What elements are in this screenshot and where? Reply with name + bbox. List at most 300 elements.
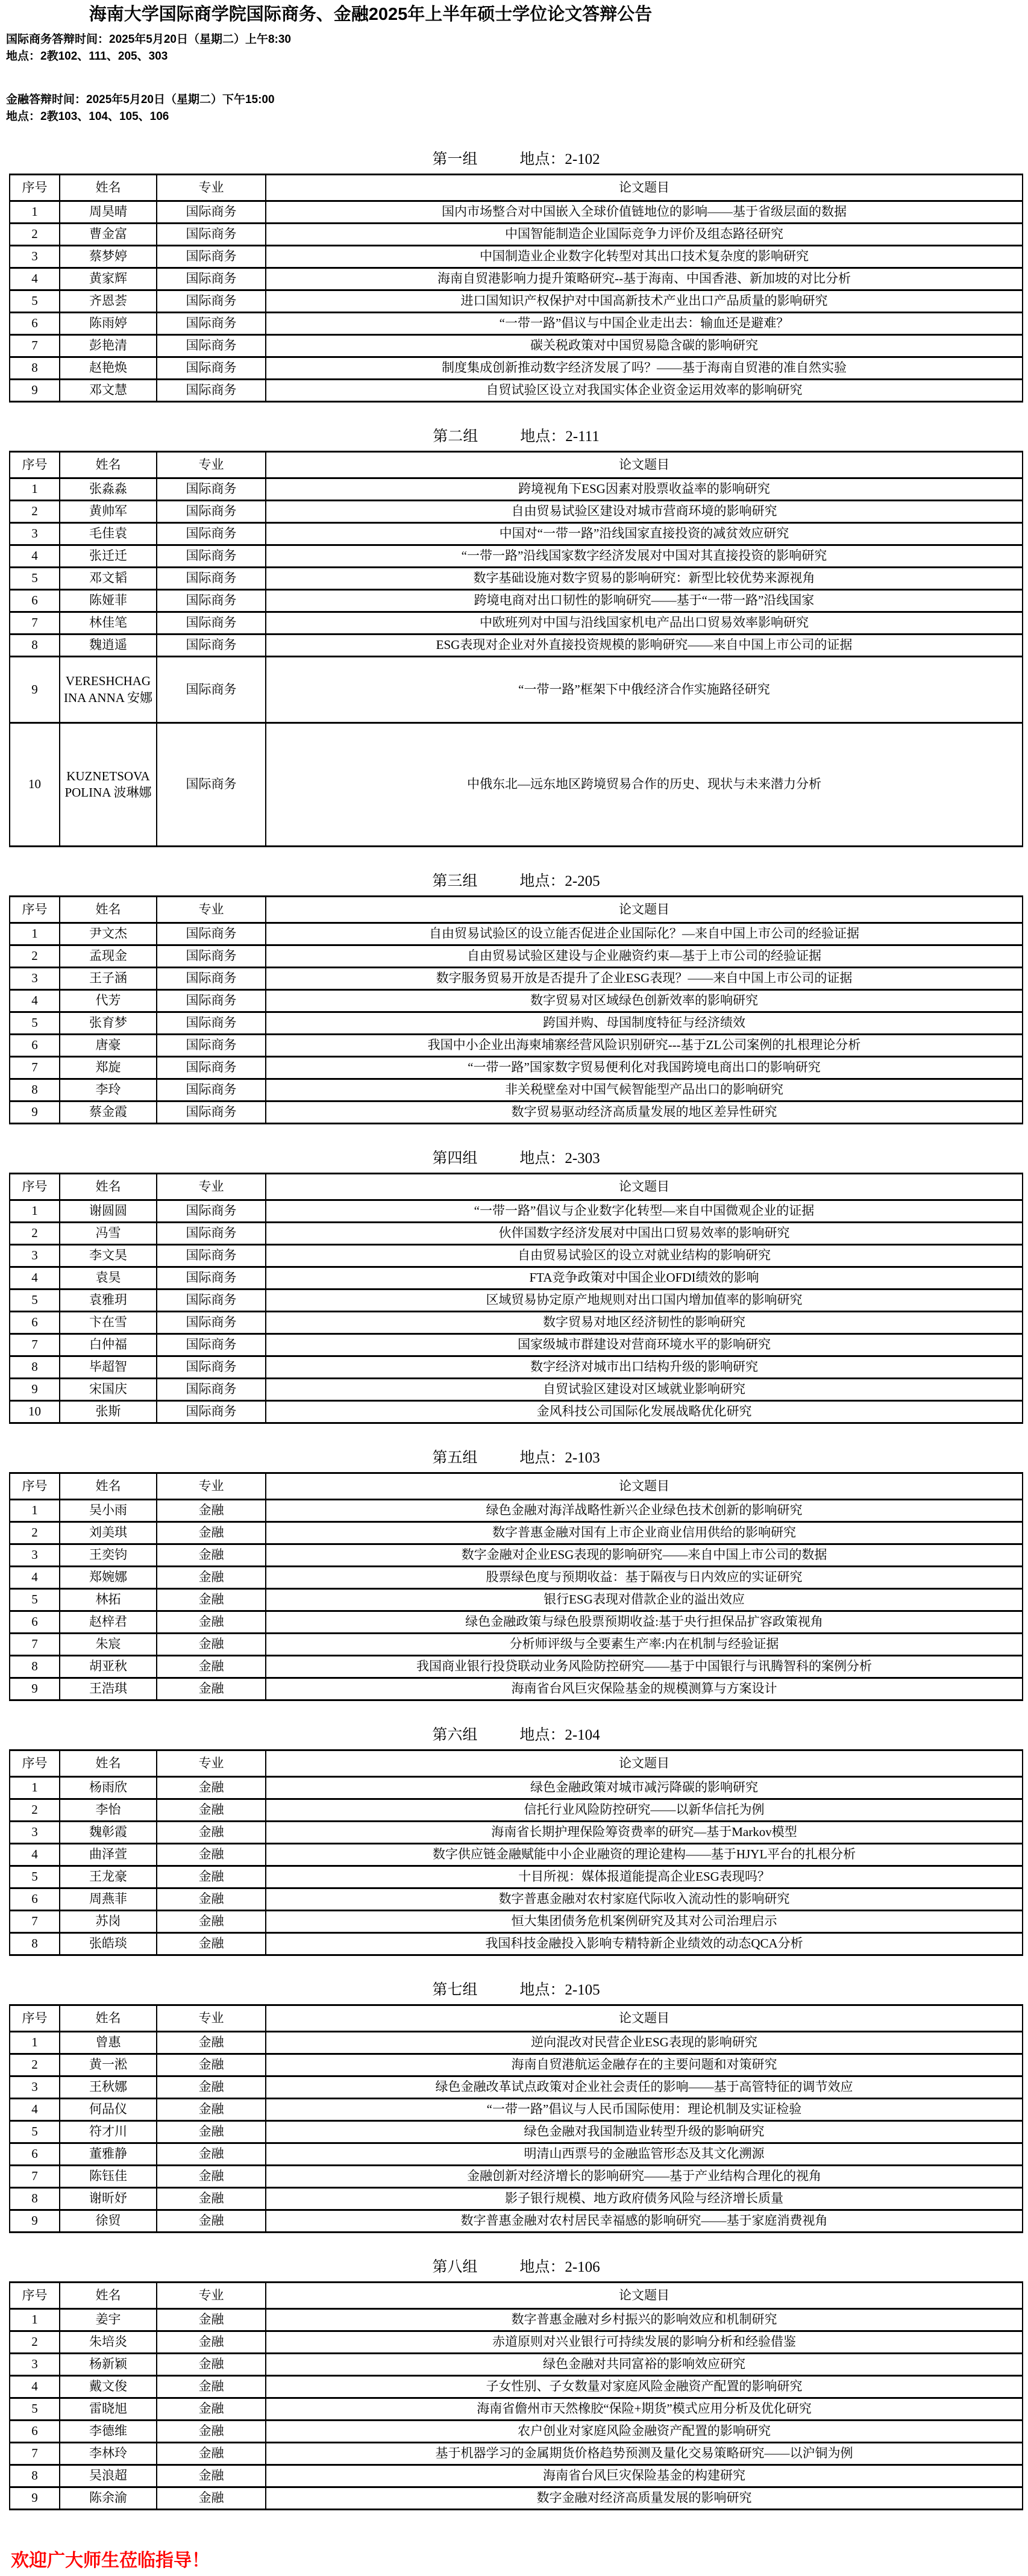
row-number-cell: 1 <box>10 2032 60 2054</box>
thesis-title-cell: 我国科技金融投入影响专精特新企业绩效的动态QCA分析 <box>266 1933 1023 1955</box>
thesis-title-cell: “一带一路”框架下中俄经济合作实施路径研究 <box>266 657 1023 723</box>
table-row <box>10 313 1023 335</box>
student-name-cell: 孟现金 <box>60 945 157 968</box>
row-number-cell: 2 <box>10 1522 60 1544</box>
thesis-title-cell: 绿色金融对共同富裕的影响效应研究 <box>266 2354 1023 2376</box>
major-cell: 国际商务 <box>157 313 266 335</box>
student-name-cell: 徐贸 <box>60 2210 157 2233</box>
student-name-cell: 李德维 <box>60 2421 157 2443</box>
student-name-cell: 王浩琪 <box>60 1678 157 1700</box>
major-cell: 国际商务 <box>157 201 266 224</box>
major-cell: 国际商务 <box>157 290 266 313</box>
row-number-cell: 7 <box>10 1334 60 1356</box>
group-name: 第四组 <box>432 1150 478 1167</box>
major-cell: 金融 <box>157 1822 266 1844</box>
defense-group <box>0 427 1028 847</box>
thesis-title-cell: 恒大集团债务危机案例研究及其对公司治理启示 <box>266 1911 1023 1933</box>
table-row <box>10 1777 1023 1799</box>
table-row <box>10 923 1023 945</box>
group-name: 第一组 <box>432 151 478 168</box>
major-cell: 金融 <box>157 1500 266 1522</box>
group-caption <box>9 1980 1023 2001</box>
business-defense-location: 地点：2教102、111、205、303 <box>6 50 168 63</box>
row-number-cell: 4 <box>10 2376 60 2398</box>
student-name-cell: KUZNETSOVA POLINA 波琳娜 <box>60 723 157 847</box>
major-cell: 国际商务 <box>157 1290 266 1312</box>
thesis-title-cell: 国内市场整合对中国嵌入全球价值链地位的影响——基于省级层面的数据 <box>266 201 1023 224</box>
major-cell: 金融 <box>157 1589 266 1611</box>
major-cell: 国际商务 <box>157 523 266 545</box>
table-row <box>10 1911 1023 1933</box>
table-row <box>10 201 1023 224</box>
major-cell: 国际商务 <box>157 335 266 357</box>
table-row <box>10 2188 1023 2210</box>
row-number-cell: 9 <box>10 2487 60 2510</box>
group-location: 地点：2-102 <box>519 151 600 168</box>
major-cell: 金融 <box>157 2188 266 2210</box>
row-number-cell: 2 <box>10 224 60 246</box>
thesis-title-cell: 十目所视：媒体报道能提高企业ESG表现吗？ <box>266 1866 1023 1888</box>
major-cell: 国际商务 <box>157 1012 266 1035</box>
major-cell: 国际商务 <box>157 945 266 968</box>
row-number-cell: 8 <box>10 2188 60 2210</box>
table-row <box>10 1933 1023 1955</box>
thesis-title-cell: 自贸试验区建设对区域就业影响研究 <box>266 1379 1023 1401</box>
table-row <box>10 590 1023 612</box>
row-number-cell: 5 <box>10 1866 60 1888</box>
thesis-title-cell: 信托行业风险防控研究——以新华信托为例 <box>266 1799 1023 1822</box>
major-cell: 金融 <box>157 2054 266 2076</box>
table-row <box>10 2465 1023 2487</box>
table-row <box>10 2421 1023 2443</box>
student-name-cell: 黄家辉 <box>60 268 157 290</box>
row-number-cell: 4 <box>10 990 60 1012</box>
group-name: 第八组 <box>432 2259 478 2275</box>
student-name-cell: 董雅静 <box>60 2143 157 2166</box>
major-cell: 国际商务 <box>157 357 266 380</box>
defense-schedule-table <box>9 2281 1023 2510</box>
column-header: 序号 <box>10 2283 60 2309</box>
major-cell: 金融 <box>157 2398 266 2421</box>
table-row <box>10 268 1023 290</box>
thesis-title-cell: “一带一路”国家数字贸易便利化对我国跨境电商出口的影响研究 <box>266 1057 1023 1079</box>
row-number-cell: 6 <box>10 1611 60 1634</box>
student-name-cell: 苏岗 <box>60 1911 157 1933</box>
table-row <box>10 635 1023 657</box>
column-header: 姓名 <box>60 452 157 478</box>
thesis-title-cell: 中俄东北—远东地区跨境贸易合作的历史、现状与未来潜力分析 <box>266 723 1023 847</box>
column-header: 专业 <box>157 2283 266 2309</box>
table-row <box>10 1589 1023 1611</box>
group-name: 第五组 <box>432 1450 478 1466</box>
major-cell: 国际商务 <box>157 723 266 847</box>
student-name-cell: 谢昕妤 <box>60 2188 157 2210</box>
student-name-cell: 杨雨欣 <box>60 1777 157 1799</box>
group-name: 第二组 <box>433 428 478 445</box>
column-header: 专业 <box>157 452 266 478</box>
row-number-cell: 2 <box>10 2054 60 2076</box>
thesis-title-cell: 金融创新对经济增长的影响研究——基于产业结构合理化的视角 <box>266 2166 1023 2188</box>
thesis-title-cell: 数字服务贸易开放是否提升了企业ESG表现？——来自中国上市公司的证据 <box>266 968 1023 990</box>
student-name-cell: 赵艳焕 <box>60 357 157 380</box>
student-name-cell: 吴浪超 <box>60 2465 157 2487</box>
column-header: 论文题目 <box>266 452 1023 478</box>
column-header: 序号 <box>10 2005 60 2032</box>
table-header-row <box>10 2005 1023 2032</box>
defense-group <box>0 2257 1028 2510</box>
thesis-title-cell: 海南自贸港航运金融存在的主要问题和对策研究 <box>266 2054 1023 2076</box>
table-row <box>10 1290 1023 1312</box>
thesis-title-cell: 数字金融对企业ESG表现的影响研究——来自中国上市公司的数据 <box>266 1544 1023 1567</box>
row-number-cell: 7 <box>10 612 60 635</box>
student-name-cell: 郑旋 <box>60 1057 157 1079</box>
thesis-title-cell: 数字供应链金融赋能中小企业融资的理论建构——基于HJYL平台的扎根分析 <box>266 1844 1023 1866</box>
major-cell: 金融 <box>157 2121 266 2143</box>
row-number-cell: 6 <box>10 590 60 612</box>
table-row <box>10 1334 1023 1356</box>
thesis-title-cell: “一带一路”倡议与企业数字化转型—来自中国微观企业的证据 <box>266 1200 1023 1223</box>
student-name-cell: 张斯 <box>60 1401 157 1423</box>
thesis-title-cell: 数字基础设施对数字贸易的影响研究：新型比较优势来源视角 <box>266 568 1023 590</box>
row-number-cell: 1 <box>10 1777 60 1799</box>
major-cell: 金融 <box>157 1933 266 1955</box>
table-row <box>10 2376 1023 2398</box>
table-row <box>10 2166 1023 2188</box>
table-row <box>10 1634 1023 1656</box>
major-cell: 金融 <box>157 1656 266 1678</box>
student-name-cell: 李怡 <box>60 1799 157 1822</box>
group-caption <box>9 1448 1023 1468</box>
thesis-title-cell: 自由贸易试验区的设立对就业结构的影响研究 <box>266 1245 1023 1267</box>
thesis-title-cell: 海南省儋州市天然橡胶“保险+期货”模式应用分析及优化研究 <box>266 2398 1023 2421</box>
row-number-cell: 1 <box>10 923 60 945</box>
student-name-cell: 曲泽萱 <box>60 1844 157 1866</box>
student-name-cell: 魏逍遥 <box>60 635 157 657</box>
thesis-title-cell: 我国商业银行投贷联动业务风险防控研究——基于中国银行与讯腾智科的案例分析 <box>266 1656 1023 1678</box>
finance-defense-time: 金融答辩时间：2025年5月20日（星期二）下午15:00 <box>6 93 275 106</box>
table-row <box>10 2143 1023 2166</box>
group-name: 第七组 <box>432 1982 478 1998</box>
table-row <box>10 2398 1023 2421</box>
table-row <box>10 1888 1023 1911</box>
thesis-title-cell: 数字普惠金融对农村居民幸福感的影响研究——基于家庭消费视角 <box>266 2210 1023 2233</box>
row-number-cell: 10 <box>10 1401 60 1423</box>
major-cell: 金融 <box>157 2210 266 2233</box>
defense-schedule-table <box>9 451 1023 847</box>
student-name-cell: 杨新颖 <box>60 2354 157 2376</box>
column-header: 序号 <box>10 175 60 201</box>
table-header-row <box>10 175 1023 201</box>
thesis-title-cell: 赤道原则对兴业银行可持续发展的影响分析和经验借鉴 <box>266 2331 1023 2354</box>
table-row <box>10 2487 1023 2510</box>
defense-group <box>0 1448 1028 1701</box>
student-name-cell: 周燕菲 <box>60 1888 157 1911</box>
table-row <box>10 246 1023 268</box>
row-number-cell: 7 <box>10 1634 60 1656</box>
table-row <box>10 945 1023 968</box>
student-name-cell: 王龙豪 <box>60 1866 157 1888</box>
table-row <box>10 478 1023 501</box>
column-header: 序号 <box>10 897 60 923</box>
student-name-cell: 谢圆圆 <box>60 1200 157 1223</box>
student-name-cell: 胡亚秋 <box>60 1656 157 1678</box>
table-row <box>10 1611 1023 1634</box>
table-row <box>10 1844 1023 1866</box>
row-number-cell: 7 <box>10 2443 60 2465</box>
row-number-cell: 9 <box>10 380 60 402</box>
student-name-cell: 何品仪 <box>60 2099 157 2121</box>
table-row <box>10 1522 1023 1544</box>
table-row <box>10 1544 1023 1567</box>
thesis-title-cell: 数字贸易对地区经济韧性的影响研究 <box>266 1312 1023 1334</box>
thesis-title-cell: 国家级城市群建设对营商环境水平的影响研究 <box>266 1334 1023 1356</box>
table-row <box>10 2054 1023 2076</box>
major-cell: 国际商务 <box>157 1356 266 1379</box>
row-number-cell: 5 <box>10 2121 60 2143</box>
student-name-cell: 吴小雨 <box>60 1500 157 1522</box>
thesis-title-cell: 数字贸易对区域绿色创新效率的影响研究 <box>266 990 1023 1012</box>
table-row <box>10 1035 1023 1057</box>
row-number-cell: 4 <box>10 1567 60 1589</box>
major-cell: 国际商务 <box>157 1102 266 1124</box>
row-number-cell: 8 <box>10 2465 60 2487</box>
row-number-cell: 1 <box>10 478 60 501</box>
student-name-cell: 张皓琰 <box>60 1933 157 1955</box>
student-name-cell: 卞在雪 <box>60 1312 157 1334</box>
column-header: 论文题目 <box>266 1750 1023 1777</box>
major-cell: 国际商务 <box>157 1079 266 1102</box>
student-name-cell: 赵梓君 <box>60 1611 157 1634</box>
row-number-cell: 4 <box>10 268 60 290</box>
column-header: 论文题目 <box>266 2283 1023 2309</box>
student-name-cell: 彭艳清 <box>60 335 157 357</box>
student-name-cell: 陈余渝 <box>60 2487 157 2510</box>
table-header-row <box>10 1473 1023 1500</box>
major-cell: 金融 <box>157 2421 266 2443</box>
row-number-cell: 4 <box>10 2099 60 2121</box>
row-number-cell: 3 <box>10 246 60 268</box>
student-name-cell: 周昊晴 <box>60 201 157 224</box>
table-row <box>10 2331 1023 2354</box>
major-cell: 金融 <box>157 2143 266 2166</box>
row-number-cell: 5 <box>10 1290 60 1312</box>
table-row <box>10 1312 1023 1334</box>
thesis-title-cell: 非关税壁垒对中国气候智能型产品出口的影响研究 <box>266 1079 1023 1102</box>
major-cell: 金融 <box>157 2166 266 2188</box>
table-row <box>10 1678 1023 1700</box>
row-number-cell: 9 <box>10 1102 60 1124</box>
major-cell: 国际商务 <box>157 968 266 990</box>
student-name-cell: 蔡金霞 <box>60 1102 157 1124</box>
defense-group <box>0 1725 1028 1956</box>
thesis-title-cell: 绿色金融政策对城市减污降碳的影响研究 <box>266 1777 1023 1799</box>
column-header: 专业 <box>157 897 266 923</box>
row-number-cell: 9 <box>10 1678 60 1700</box>
thesis-title-cell: 分析师评级与全要素生产率:内在机制与经验证据 <box>266 1634 1023 1656</box>
student-name-cell: 袁昊 <box>60 1267 157 1290</box>
row-number-cell: 3 <box>10 2076 60 2099</box>
major-cell: 国际商务 <box>157 1334 266 1356</box>
group-caption <box>9 871 1023 892</box>
major-cell: 金融 <box>157 1911 266 1933</box>
major-cell: 金融 <box>157 1678 266 1700</box>
major-cell: 国际商务 <box>157 268 266 290</box>
group-caption <box>9 2257 1023 2278</box>
major-cell: 金融 <box>157 1522 266 1544</box>
major-cell: 金融 <box>157 1844 266 1866</box>
defense-schedule-table <box>9 1749 1023 1956</box>
student-name-cell: 林佳笔 <box>60 612 157 635</box>
row-number-cell: 5 <box>10 290 60 313</box>
major-cell: 金融 <box>157 1567 266 1589</box>
row-number-cell: 7 <box>10 335 60 357</box>
thesis-title-cell: 海南省台风巨灾保险基金的构建研究 <box>266 2465 1023 2487</box>
student-name-cell: 李文昊 <box>60 1245 157 1267</box>
student-name-cell: VERESHCHAGINA ANNA 安娜 <box>60 657 157 723</box>
row-number-cell: 9 <box>10 2210 60 2233</box>
thesis-title-cell: “一带一路”倡议与人民币国际使用：理论机制及实证检验 <box>266 2099 1023 2121</box>
groups-container <box>0 149 1028 2510</box>
table-header-row <box>10 452 1023 478</box>
thesis-title-cell: 我国中小企业出海柬埔寨经营风险识别研究---基于ZL公司案例的扎根理论分析 <box>266 1035 1023 1057</box>
thesis-title-cell: 绿色金融对海洋战略性新兴企业绿色技术创新的影响研究 <box>266 1500 1023 1522</box>
major-cell: 金融 <box>157 1777 266 1799</box>
row-number-cell: 8 <box>10 357 60 380</box>
column-header: 姓名 <box>60 1174 157 1200</box>
thesis-title-cell: 海南省台风巨灾保险基金的规模测算与方案设计 <box>266 1678 1023 1700</box>
row-number-cell: 6 <box>10 313 60 335</box>
table-row <box>10 723 1023 847</box>
defense-group <box>0 871 1028 1124</box>
thesis-title-cell: 区域贸易协定原产地规则对出口国内增加值率的影响研究 <box>266 1290 1023 1312</box>
row-number-cell: 8 <box>10 635 60 657</box>
thesis-title-cell: 数字普惠金融对国有上市企业商业信用供给的影响研究 <box>266 1522 1023 1544</box>
column-header: 专业 <box>157 175 266 201</box>
row-number-cell: 5 <box>10 568 60 590</box>
student-name-cell: 黄一淞 <box>60 2054 157 2076</box>
major-cell: 国际商务 <box>157 545 266 568</box>
thesis-title-cell: 绿色金融改革试点政策对企业社会责任的影响——基于高管特征的调节效应 <box>266 2076 1023 2099</box>
defense-schedule-table <box>9 1472 1023 1701</box>
thesis-title-cell: 银行ESG表现对借款企业的溢出效应 <box>266 1589 1023 1611</box>
page-title: 海南大学国际商学院国际商务、金融2025年上半年硕士学位论文答辩公告 <box>89 5 653 24</box>
thesis-title-cell: 海南省长期护理保险筹资费率的研究—基于Markov模型 <box>266 1822 1023 1844</box>
row-number-cell: 6 <box>10 2421 60 2443</box>
table-header-row <box>10 897 1023 923</box>
major-cell: 金融 <box>157 2465 266 2487</box>
thesis-title-cell: 金风科技公司国际化发展战略优化研究 <box>266 1401 1023 1423</box>
table-row <box>10 1245 1023 1267</box>
student-name-cell: 戴文俊 <box>60 2376 157 2398</box>
table-row <box>10 568 1023 590</box>
table-row <box>10 2354 1023 2376</box>
group-name: 第六组 <box>432 1727 478 1743</box>
thesis-title-cell: 中国智能制造企业国际竞争力评价及组态路径研究 <box>266 224 1023 246</box>
student-name-cell: 王秋娜 <box>60 2076 157 2099</box>
student-name-cell: 林拓 <box>60 1589 157 1611</box>
column-header: 姓名 <box>60 897 157 923</box>
major-cell: 国际商务 <box>157 1200 266 1223</box>
row-number-cell: 2 <box>10 2331 60 2354</box>
major-cell: 国际商务 <box>157 246 266 268</box>
thesis-title-cell: 影子银行规模、地方政府债务风险与经济增长质量 <box>266 2188 1023 2210</box>
row-number-cell: 3 <box>10 2354 60 2376</box>
student-name-cell: 雷晓旭 <box>60 2398 157 2421</box>
row-number-cell: 7 <box>10 2166 60 2188</box>
student-name-cell: 唐豪 <box>60 1035 157 1057</box>
student-name-cell: 姜宇 <box>60 2309 157 2331</box>
row-number-cell: 3 <box>10 523 60 545</box>
student-name-cell: 毕超智 <box>60 1356 157 1379</box>
thesis-title-cell: 自由贸易试验区建设对城市营商环境的影响研究 <box>266 501 1023 523</box>
major-cell: 金融 <box>157 1799 266 1822</box>
row-number-cell: 3 <box>10 968 60 990</box>
row-number-cell: 9 <box>10 1379 60 1401</box>
major-cell: 金融 <box>157 2487 266 2510</box>
major-cell: 金融 <box>157 1544 266 1567</box>
defense-schedule-table <box>9 174 1023 403</box>
row-number-cell: 2 <box>10 945 60 968</box>
table-row <box>10 1401 1023 1423</box>
footer-welcome-note: 欢迎广大师生莅临指导！ <box>11 2551 210 2571</box>
thesis-title-cell: 数字金融对经济高质量发展的影响研究 <box>266 2487 1023 2510</box>
table-row <box>10 1866 1023 1888</box>
column-header: 序号 <box>10 1174 60 1200</box>
table-row <box>10 1267 1023 1290</box>
row-number-cell: 6 <box>10 1035 60 1057</box>
thesis-title-cell: 绿色金融对我国制造业转型升级的影响研究 <box>266 2121 1023 2143</box>
column-header: 姓名 <box>60 1750 157 1777</box>
table-row <box>10 1567 1023 1589</box>
student-name-cell: 朱宸 <box>60 1634 157 1656</box>
column-header: 专业 <box>157 2005 266 2032</box>
table-row <box>10 523 1023 545</box>
thesis-title-cell: 自由贸易试验区的设立能否促进企业国际化？—来自中国上市公司的经验证据 <box>266 923 1023 945</box>
student-name-cell: 王子涵 <box>60 968 157 990</box>
student-name-cell: 黄帅军 <box>60 501 157 523</box>
major-cell: 国际商务 <box>157 1379 266 1401</box>
major-cell: 国际商务 <box>157 657 266 723</box>
row-number-cell: 8 <box>10 1079 60 1102</box>
major-cell: 国际商务 <box>157 478 266 501</box>
column-header: 序号 <box>10 1750 60 1777</box>
group-location: 地点：2-303 <box>519 1150 600 1167</box>
table-row <box>10 1200 1023 1223</box>
table-row <box>10 990 1023 1012</box>
row-number-cell: 5 <box>10 1589 60 1611</box>
table-row <box>10 1822 1023 1844</box>
student-name-cell: 张淼淼 <box>60 478 157 501</box>
thesis-title-cell: “一带一路”倡议与中国企业走出去：输血还是避难？ <box>266 313 1023 335</box>
thesis-title-cell: 跨境视角下ESG因素对股票收益率的影响研究 <box>266 478 1023 501</box>
thesis-title-cell: 数字贸易驱动经济高质量发展的地区差异性研究 <box>266 1102 1023 1124</box>
major-cell: 国际商务 <box>157 1245 266 1267</box>
table-row <box>10 2076 1023 2099</box>
table-row <box>10 1656 1023 1678</box>
row-number-cell: 3 <box>10 1544 60 1567</box>
row-number-cell: 3 <box>10 1822 60 1844</box>
table-header-row <box>10 1174 1023 1200</box>
thesis-title-cell: “一带一路”沿线国家数字经济发展对中国对其直接投资的影响研究 <box>266 545 1023 568</box>
row-number-cell: 8 <box>10 1933 60 1955</box>
group-caption <box>9 1725 1023 1746</box>
table-row <box>10 545 1023 568</box>
major-cell: 国际商务 <box>157 1223 266 1245</box>
business-defense-time: 国际商务答辩时间：2025年5月20日（星期二）上午8:30 <box>6 33 291 46</box>
row-number-cell: 6 <box>10 1888 60 1911</box>
major-cell: 国际商务 <box>157 1057 266 1079</box>
major-cell: 金融 <box>157 2443 266 2465</box>
